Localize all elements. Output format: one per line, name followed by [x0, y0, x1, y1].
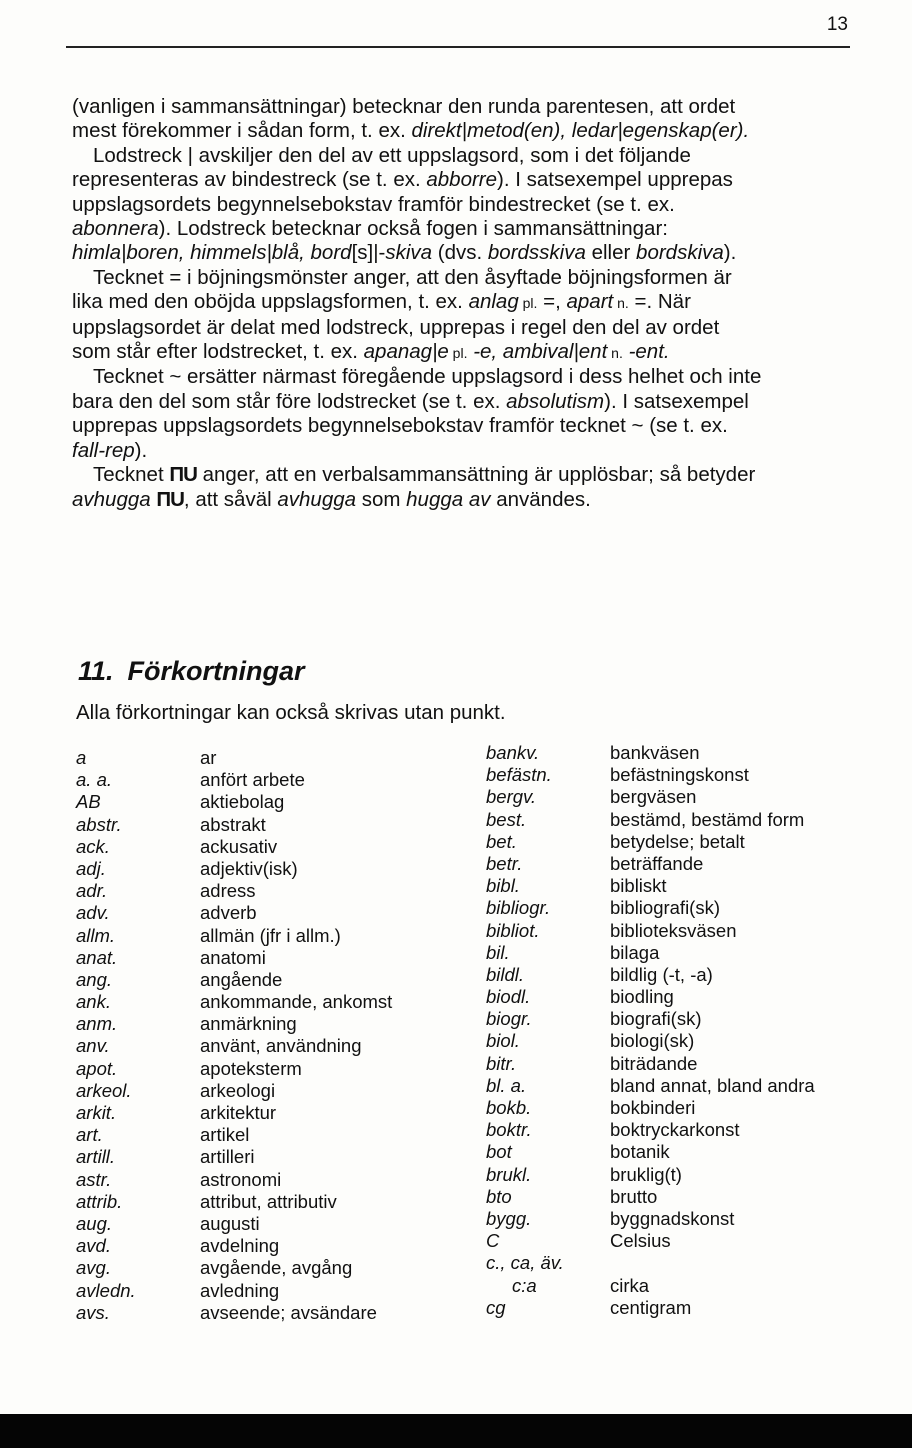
- text-segment: eller: [585, 241, 637, 265]
- text-segment: ). I satsexempel upprepas uppslagsordets begynnelsebokstav framför tecknet ~ (se t. ex.: [72, 389, 749, 438]
- abbreviation-meaning: apoteksterm: [200, 1057, 302, 1079]
- abbreviation-meaning: bokbinderi: [610, 1097, 696, 1118]
- abbreviation: artill.: [76, 1146, 116, 1168]
- text-segment: som: [356, 487, 407, 511]
- abbreviation: aug.: [76, 1212, 113, 1234]
- abbreviation-meaning: artilleri: [200, 1146, 255, 1168]
- abbreviation-meaning: biologi(sk): [610, 1030, 695, 1052]
- text-segment: avhugga: [72, 487, 151, 511]
- abbreviation: bibliogr.: [486, 897, 551, 919]
- text-segment: =,: [537, 290, 567, 314]
- header-rule: [66, 46, 850, 48]
- abbreviation-meaning: bland annat, bland andra: [610, 1074, 815, 1096]
- section-title: Förkortningar: [127, 656, 305, 686]
- abbreviation: c:a: [512, 1274, 537, 1296]
- abbreviation-meaning: bestämd, bestämd form: [610, 808, 805, 830]
- text-segment: abborre: [426, 168, 498, 192]
- text-segment: himla|boren, himmels|blå, bord: [72, 241, 352, 265]
- abbreviation: cg: [486, 1296, 506, 1318]
- abbreviation-meaning: arkeologi: [200, 1079, 276, 1101]
- abbreviation-meaning: byggnadskonst: [610, 1207, 735, 1229]
- abbreviation: biogr.: [486, 1008, 532, 1030]
- abbreviation: best.: [486, 808, 527, 830]
- text-segment: -ent.: [628, 340, 670, 364]
- paragraph: [72, 365, 762, 463]
- abbreviation: ang.: [76, 968, 113, 990]
- abbreviation: bibliot.: [486, 919, 540, 941]
- abbreviation: betr.: [486, 852, 523, 874]
- text-segment: anger, att en verbalsammansättning är upplösbar; så betyder: [196, 463, 756, 487]
- abbreviation-meaning: biografi(sk): [610, 1008, 702, 1030]
- abbreviation: adj.: [76, 857, 106, 879]
- paragraph: [72, 463, 762, 512]
- abbreviation: bokb.: [486, 1097, 532, 1118]
- abbreviation-meaning: anatomi: [200, 946, 266, 968]
- section-heading: [78, 656, 305, 687]
- abbreviation: bot: [486, 1141, 512, 1163]
- abbreviation-meaning: artikel: [200, 1124, 250, 1146]
- text-segment: n.: [607, 345, 623, 362]
- abbreviation: bet.: [486, 830, 517, 852]
- abbreviation: c., ca, äv.: [486, 1252, 564, 1274]
- abbreviation: biodl.: [486, 986, 531, 1008]
- paragraph: [72, 95, 762, 144]
- text-segment: avhugga: [277, 487, 357, 511]
- abbreviation-meaning: abstrakt: [200, 813, 266, 835]
- text-segment: ). I satsexempel upprepas uppslagsordets begynnelsebokstav framför bindestrecket (se t. ex.: [72, 168, 733, 216]
- abbreviation-meaning: biblioteksväsen: [610, 919, 737, 941]
- abbreviation: brukl.: [486, 1163, 532, 1185]
- abbreviation-meaning: adjektiv(isk): [200, 857, 298, 879]
- abbreviation: avledn.: [76, 1279, 136, 1301]
- abbreviation-meaning: botanik: [610, 1141, 670, 1163]
- text-segment: -e, ambival|ent: [473, 340, 608, 364]
- abbreviation-meaning: beträffande: [610, 852, 704, 874]
- abbreviation-meaning: allmän (jfr i allm.): [200, 924, 341, 946]
- abbreviation: anat.: [76, 946, 118, 968]
- text-segment: (dvs.: [432, 241, 488, 265]
- abbreviation: arkeol.: [76, 1079, 132, 1101]
- abbreviation-meaning: avgående, avgång: [200, 1257, 353, 1279]
- text-segment: Tecknet: [93, 463, 170, 487]
- abbreviation-meaning: adress: [200, 880, 256, 902]
- abbreviation: bergv.: [486, 786, 537, 808]
- abbreviation: abstr.: [76, 813, 122, 835]
- abbreviation: a. a.: [76, 769, 112, 791]
- abbreviation: biol.: [486, 1030, 520, 1052]
- abbreviation-meaning: brutto: [610, 1185, 658, 1207]
- abbreviation-meaning: avdelning: [200, 1235, 280, 1257]
- abbreviation-meaning: biodling: [610, 986, 674, 1008]
- abbreviation-meaning: använt, användning: [200, 1035, 362, 1057]
- abbreviation-meaning: adverb: [200, 902, 257, 924]
- text-segment: fall-rep: [72, 438, 135, 462]
- abbreviation-meaning: ackusativ: [200, 835, 278, 857]
- abbreviation-meaning: anfört arbete: [200, 769, 305, 791]
- body-text: [72, 95, 762, 512]
- text-segment: hugga av: [406, 487, 491, 511]
- text-segment: användes.: [490, 487, 591, 511]
- section-number: 11.: [78, 656, 114, 686]
- abbreviation: a: [76, 747, 87, 768]
- abbreviation-meaning: bergväsen: [610, 786, 697, 808]
- text-segment: bordskiva: [636, 241, 724, 265]
- section-intro: Alla förkortningar kan också skrivas utan punkt.: [76, 701, 506, 724]
- abbreviation: ack.: [76, 835, 110, 857]
- text-segment: pl.: [518, 295, 538, 312]
- abbreviation-meaning: boktryckarkonst: [610, 1119, 740, 1141]
- text-segment: apart: [566, 290, 614, 314]
- abbreviation: bil.: [486, 941, 510, 963]
- abbreviation: arkit.: [76, 1102, 117, 1123]
- abbreviation-meaning: betydelse; betalt: [610, 830, 745, 852]
- abbreviation: C: [486, 1230, 500, 1252]
- text-segment: =. När uppslagsordet är delat med lodstreck, upprepas i regel den del av ordet som står efter lodstrecket, t. ex.: [72, 290, 720, 364]
- text-segment: [s]|-: [351, 241, 386, 265]
- text-segment: Tecknet = i böjningsmönster anger, att den åsyftade böjningsformen är lika med den oböjda uppslagsformen, t. ex.: [72, 265, 732, 314]
- abbreviation-meaning: befästningskonst: [610, 764, 749, 786]
- text-segment: ).: [134, 438, 148, 462]
- abbreviation: AB: [76, 791, 101, 813]
- abbreviation-meaning: Celsius: [610, 1230, 671, 1252]
- page-number: 13: [826, 14, 848, 35]
- abbreviation-meaning: anmärkning: [200, 1013, 297, 1035]
- paragraph: [72, 144, 762, 266]
- paragraph: [72, 266, 762, 366]
- text-segment: anlag: [468, 290, 519, 314]
- abbreviation: bildl.: [486, 963, 525, 985]
- text-segment: n.: [613, 295, 629, 312]
- abbreviation: bitr.: [486, 1052, 517, 1074]
- abbreviation-meaning: aktiebolag: [200, 791, 285, 813]
- abbreviation: avd.: [76, 1235, 111, 1257]
- abbreviation: bto: [486, 1185, 512, 1207]
- abbreviation-meaning: augusti: [200, 1212, 260, 1234]
- abbreviation-meaning: cirka: [610, 1274, 650, 1296]
- abbreviation-meaning: bibliografi(sk): [610, 897, 721, 919]
- text-segment: ).: [723, 241, 737, 265]
- text-segment: skiva: [385, 241, 433, 265]
- abbreviation-meaning: avseende; avsändare: [200, 1301, 377, 1323]
- abbreviation-meaning: bildlig (-t, -a): [610, 963, 713, 985]
- text-segment: pl.: [448, 345, 468, 362]
- abbreviation: befästn.: [486, 764, 552, 786]
- abbreviation-meaning: biträdande: [610, 1052, 698, 1074]
- abbreviation: astr.: [76, 1168, 112, 1190]
- abbreviation: art.: [76, 1124, 103, 1146]
- text-segment: direkt|metod(en), ledar|egenskap(er).: [411, 119, 750, 143]
- separable-verb-symbol: ПU: [169, 463, 197, 487]
- text-segment: ). Lodstreck betecknar också fogen i sammansättningar:: [158, 217, 668, 241]
- text-segment: bordsskiva: [487, 241, 586, 265]
- text-segment: (vanligen i sammansättningar) betecknar den runda parentesen, att ordet mest förekommer i sådan form, t. ex.: [72, 95, 736, 143]
- text-segment: apanag|e: [363, 340, 449, 364]
- abbreviation: allm.: [76, 924, 116, 946]
- separable-verb-symbol: ПU: [156, 487, 184, 511]
- text-segment: Tecknet ~ ersätter närmast föregående uppslagsord i dess helhet och inte bara den del som står före lodstrecket (se t. ex.: [72, 365, 762, 413]
- abbreviation: adv.: [76, 902, 110, 924]
- abbreviation: bygg.: [486, 1207, 532, 1229]
- abbreviation-meaning: ankommande, ankomst: [200, 991, 393, 1013]
- abbreviation-meaning: avledning: [200, 1279, 280, 1301]
- text-segment: abonnera: [72, 217, 159, 241]
- scan-bottom-bar: [0, 1414, 912, 1448]
- abbreviation: adr.: [76, 880, 108, 902]
- abbreviation: ank.: [76, 991, 111, 1013]
- text-segment: Lodstreck | avskiljer den del av ett uppslagsord, som i det följande representeras av bindestreck (se t. ex.: [72, 143, 691, 192]
- abbreviation-meaning: bibliskt: [610, 875, 667, 897]
- abbreviation: bl. a.: [486, 1074, 527, 1096]
- abbreviation: boktr.: [486, 1119, 532, 1141]
- abbreviation: apot.: [76, 1057, 118, 1079]
- text-segment: absolutism: [506, 389, 605, 413]
- abbreviation-meaning: attribut, attributiv: [200, 1190, 337, 1212]
- abbreviation-meaning: angående: [200, 968, 283, 990]
- abbreviation-meaning: ar: [200, 747, 217, 768]
- abbreviation: anm.: [76, 1013, 118, 1035]
- abbreviation: avg.: [76, 1257, 111, 1279]
- abbreviation: bankv.: [486, 742, 540, 763]
- abbreviation: bibl.: [486, 875, 520, 897]
- abbreviation-meaning: bruklig(t): [610, 1163, 682, 1185]
- abbreviation-meaning: arkitektur: [200, 1102, 277, 1123]
- text-segment: , att såväl: [183, 487, 278, 511]
- abbreviation-meaning: centigram: [610, 1296, 692, 1318]
- abbreviation-meaning: bankväsen: [610, 742, 700, 763]
- abbreviation: anv.: [76, 1035, 110, 1057]
- abbreviation-meaning: bilaga: [610, 941, 660, 963]
- abbreviation: attrib.: [76, 1190, 123, 1212]
- abbreviation: avs.: [76, 1301, 110, 1323]
- abbreviation-meaning: astronomi: [200, 1168, 282, 1190]
